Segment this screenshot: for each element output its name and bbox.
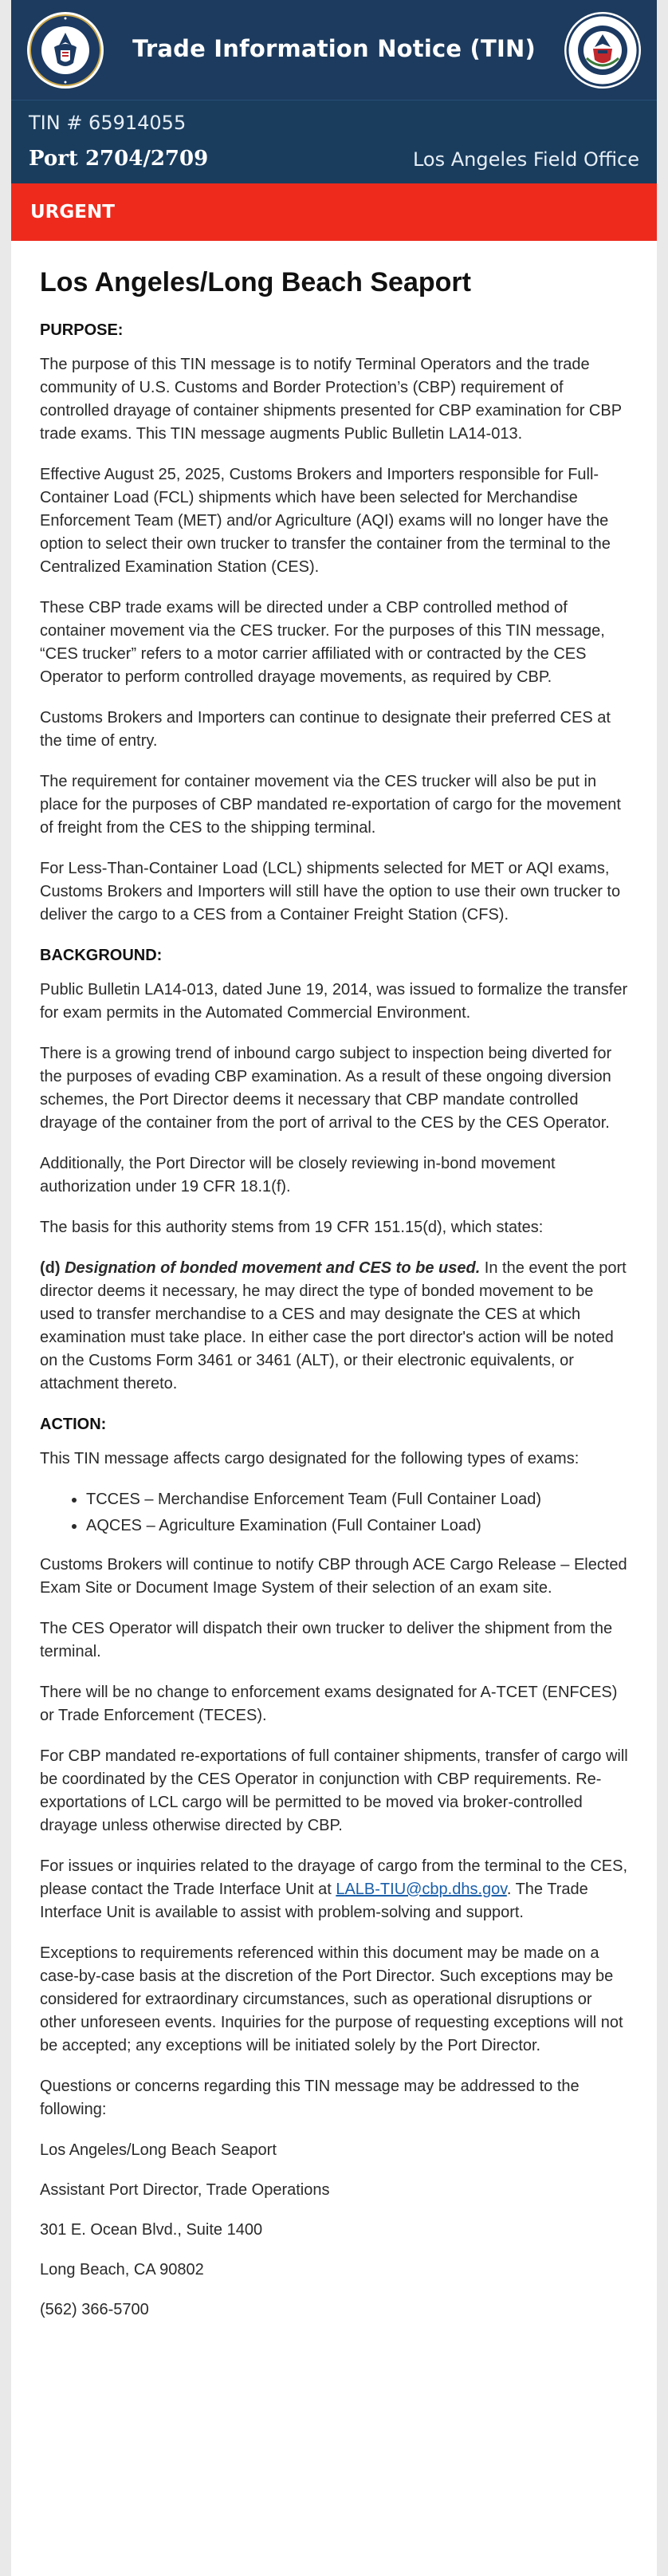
paragraph: The requirement for container movement via the CES trucker will also be put in place for the purposes of CBP mandated re-exportation of cargo for the movement of freight from the CES to the shipping terminal. [40, 773, 621, 837]
document-body [11, 241, 657, 2322]
regulation-title: Designation of bonded movement and CES to be used. [65, 1259, 481, 1277]
urgent-banner: URGENT [11, 183, 657, 241]
paragraph: Customs Brokers and Importers can continue to designate their preferred CES at the time of entry. [40, 709, 611, 750]
exam-type-list [40, 1488, 628, 1538]
contact-line: (562) 366-5700 [40, 2301, 149, 2318]
purpose-heading: PURPOSE: [40, 321, 124, 339]
contact-line: Assistant Port Director, Trade Operations [40, 2181, 330, 2199]
paragraph: Public Bulletin LA14-013, dated June 19, 2014, was issued to formalize the transfer for exam permits in the Automated Commercial Environment. [40, 981, 628, 1022]
paragraph: The CES Operator will dispatch their own trucker to deliver the shipment from the terminal. [40, 1620, 613, 1660]
paragraph: The purpose of this TIN message is to notify Terminal Operators and the trade community of U.S. Customs and Border Protection’s (CBP) requirement of controlled drayage of container shipments presented for CBP examination for CBP trade exams. This TIN message augments Public Bulletin LA14-013. [40, 356, 622, 443]
tin-number: TIN # 65914055 [29, 112, 187, 134]
paragraph: There will be no change to enforcement exams designated for A-TCET (ENFCES) or Trade Enforcement (TECES). [40, 1684, 618, 1724]
regulation-quote [40, 1257, 628, 1396]
list-item: • AQCES – Agriculture Examination (Full Container Load) [86, 1514, 628, 1538]
background-heading: BACKGROUND: [40, 947, 163, 964]
port-number: Port 2704/2709 [29, 147, 209, 171]
paragraph: For CBP mandated re-exportations of full container shipments, transfer of cargo will be coordinated by the CES Operator in conjunction with CBP requirements. Re-exportations of LCL cargo will be permitted to be moved via broker-controlled drayage unless otherwise directed by CBP. [40, 1747, 628, 1834]
regulation-text: In the event the port director deems it necessary, he may direct the type of bonded movement to be used to transfer merchandise to a CES and may designate the CES at which examination must take place. In either case the port director's action will be noted on the Customs Form 3461 or 3461 (ALT), or their electronic equivalents, or attachment thereto. [40, 1259, 627, 1392]
paragraph: Questions or concerns regarding this TIN message may be addressed to the following: [40, 2078, 580, 2118]
action-heading: ACTION: [40, 1416, 107, 1433]
document-page [11, 0, 657, 2576]
paragraph: The basis for this authority stems from 19 CFR 151.15(d), which states: [40, 1219, 544, 1236]
paragraph: For Less-Than-Container Load (LCL) shipments selected for MET or AQI exams, Customs Brokers and Importers will still have the option to use their own trucker to deliver the cargo to a CES from a Container Freight Station (CFS). [40, 860, 621, 924]
paragraph: Customs Brokers will continue to notify CBP through ACE Cargo Release – Elected Exam Site or Document Image System of their selection of an exam site. [40, 1556, 627, 1597]
tiu-email-link[interactable]: LALB-TIU@cbp.dhs.gov [336, 1881, 507, 1898]
notice-title: Trade Information Notice (TIN) [132, 35, 536, 62]
paragraph: Exceptions to requirements referenced within this document may be made on a case-by-case basis at the discretion of the Port Director. Such exceptions may be considered for extraordinary circumstances, such as operational disruptions or other unforeseen events. Inquiries for the purpose of requesting exceptions will not be accepted; any exceptions will be initiated solely by the Port Director. [40, 1944, 623, 2054]
paragraph: There is a growing trend of inbound cargo subject to inspection being diverted for the purposes of evading CBP examination. As a result of these ongoing diversion schemes, the Port Director deems it necessary that CBP mandate controlled drayage of the container from the port of arrival to the CES by the CES Operator. [40, 1045, 612, 1132]
paragraph [40, 1855, 628, 1924]
contact-block [40, 2139, 628, 2322]
field-office: Los Angeles Field Office [412, 148, 639, 171]
dhs-seal-icon [563, 10, 642, 90]
issues-text: For issues or inquiries related to the drayage of cargo from the terminal to the CES, please contact the Trade Interface Unit at [40, 1857, 628, 1898]
contact-line: Los Angeles/Long Beach Seaport [40, 2141, 277, 2159]
contact-line: 301 E. Ocean Blvd., Suite 1400 [40, 2221, 263, 2239]
paragraph: These CBP trade exams will be directed under a CBP controlled method of container movement via the CES trucker. For the purposes of this TIN message, “CES trucker” refers to a motor carrier affiliated with or contracted by the CES Operator to perform controlled drayage movements, as required by CBP. [40, 599, 605, 686]
contact-line: Long Beach, CA 90802 [40, 2261, 204, 2279]
page-title: Los Angeles/Long Beach Seaport [40, 267, 471, 297]
list-item: • TCCES – Merchandise Enforcement Team (Full Container Load) [86, 1488, 628, 1511]
paragraph: Additionally, the Port Director will be closely reviewing in-bond movement authorization under 19 CFR 18.1(f). [40, 1155, 556, 1195]
paragraph: Effective August 25, 2025, Customs Brokers and Importers responsible for Full-Container Load (FCL) shipments which have been selected for Merchandise Enforcement Team (MET) and/or Agriculture (AQI) exams will no longer have the option to select their own trucker to transfer the container from the terminal to the Centralized Examination Station (CES). [40, 466, 611, 576]
subheader-bar [11, 100, 657, 183]
issues-text: . The Trade Interface Unit is available to assist with problem-solving and support. [40, 1881, 588, 1921]
regulation-prefix: (d) [40, 1259, 65, 1277]
paragraph: This TIN message affects cargo designated for the following types of exams: [40, 1450, 580, 1467]
header-bar [11, 0, 657, 100]
